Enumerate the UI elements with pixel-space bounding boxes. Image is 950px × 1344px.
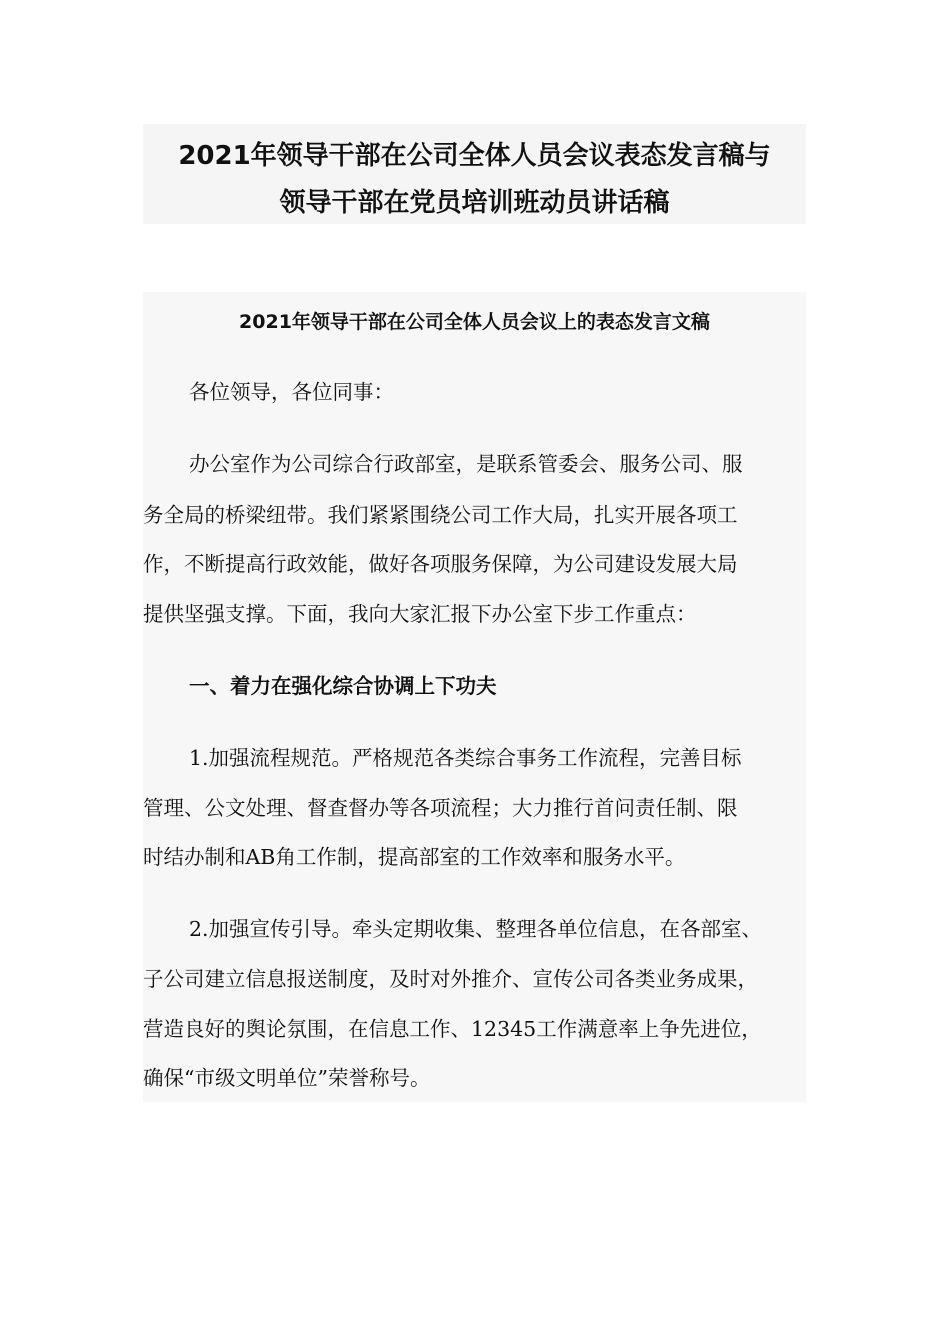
document-body: [143, 292, 806, 1102]
item1-line-3: 时结办制和AB角工作制，提高部室的工作效率和服务水平。: [143, 845, 686, 869]
item1-line-2: 管理、公文处理、督查督办等各项流程；大力推行首问责任制、限: [143, 796, 738, 820]
item2-line-1: 2.加强宣传引导。牵头定期收集、整理各单位信息，在各部室、: [189, 917, 763, 941]
speech-subtitle: 2021年领导干部在公司全体人员会议上的表态发言文稿: [239, 311, 710, 333]
greeting: 各位领导，各位同事：: [189, 380, 394, 404]
intro-line-2: 务全局的桥梁纽带。我们紧紧围绕公司工作大局，扎实开展各项工: [143, 503, 738, 527]
item1-line-1: 1.加强流程规范。严格规范各类综合事务工作流程，完善目标: [189, 746, 742, 770]
intro-line-1: 办公室作为公司综合行政部室，是联系管委会、服务公司、服: [189, 452, 743, 476]
section-heading: 一、着力在强化综合协调上下功夫: [189, 674, 497, 698]
intro-line-4: 提供坚强支撑。下面，我向大家汇报下办公室下步工作重点：: [143, 602, 697, 626]
item2-line-2: 子公司建立信息报送制度，及时对外推介、宣传公司各类业务成果，: [143, 967, 758, 991]
item2-line-4: 确保“市级文明单位”荣誉称号。: [143, 1066, 431, 1090]
document-title-line-1: 2021年领导干部在公司全体人员会议表态发言稿与: [178, 141, 771, 171]
document-title-line-2: 领导干部在党员培训班动员讲话稿: [279, 188, 670, 218]
intro-line-3: 作，不断提高行政效能，做好各项服务保障，为公司建设发展大局: [143, 552, 738, 576]
document-title-block: [143, 124, 806, 224]
item2-line-3: 营造良好的舆论氛围，在信息工作、12345工作满意率上争先进位，: [143, 1017, 762, 1041]
